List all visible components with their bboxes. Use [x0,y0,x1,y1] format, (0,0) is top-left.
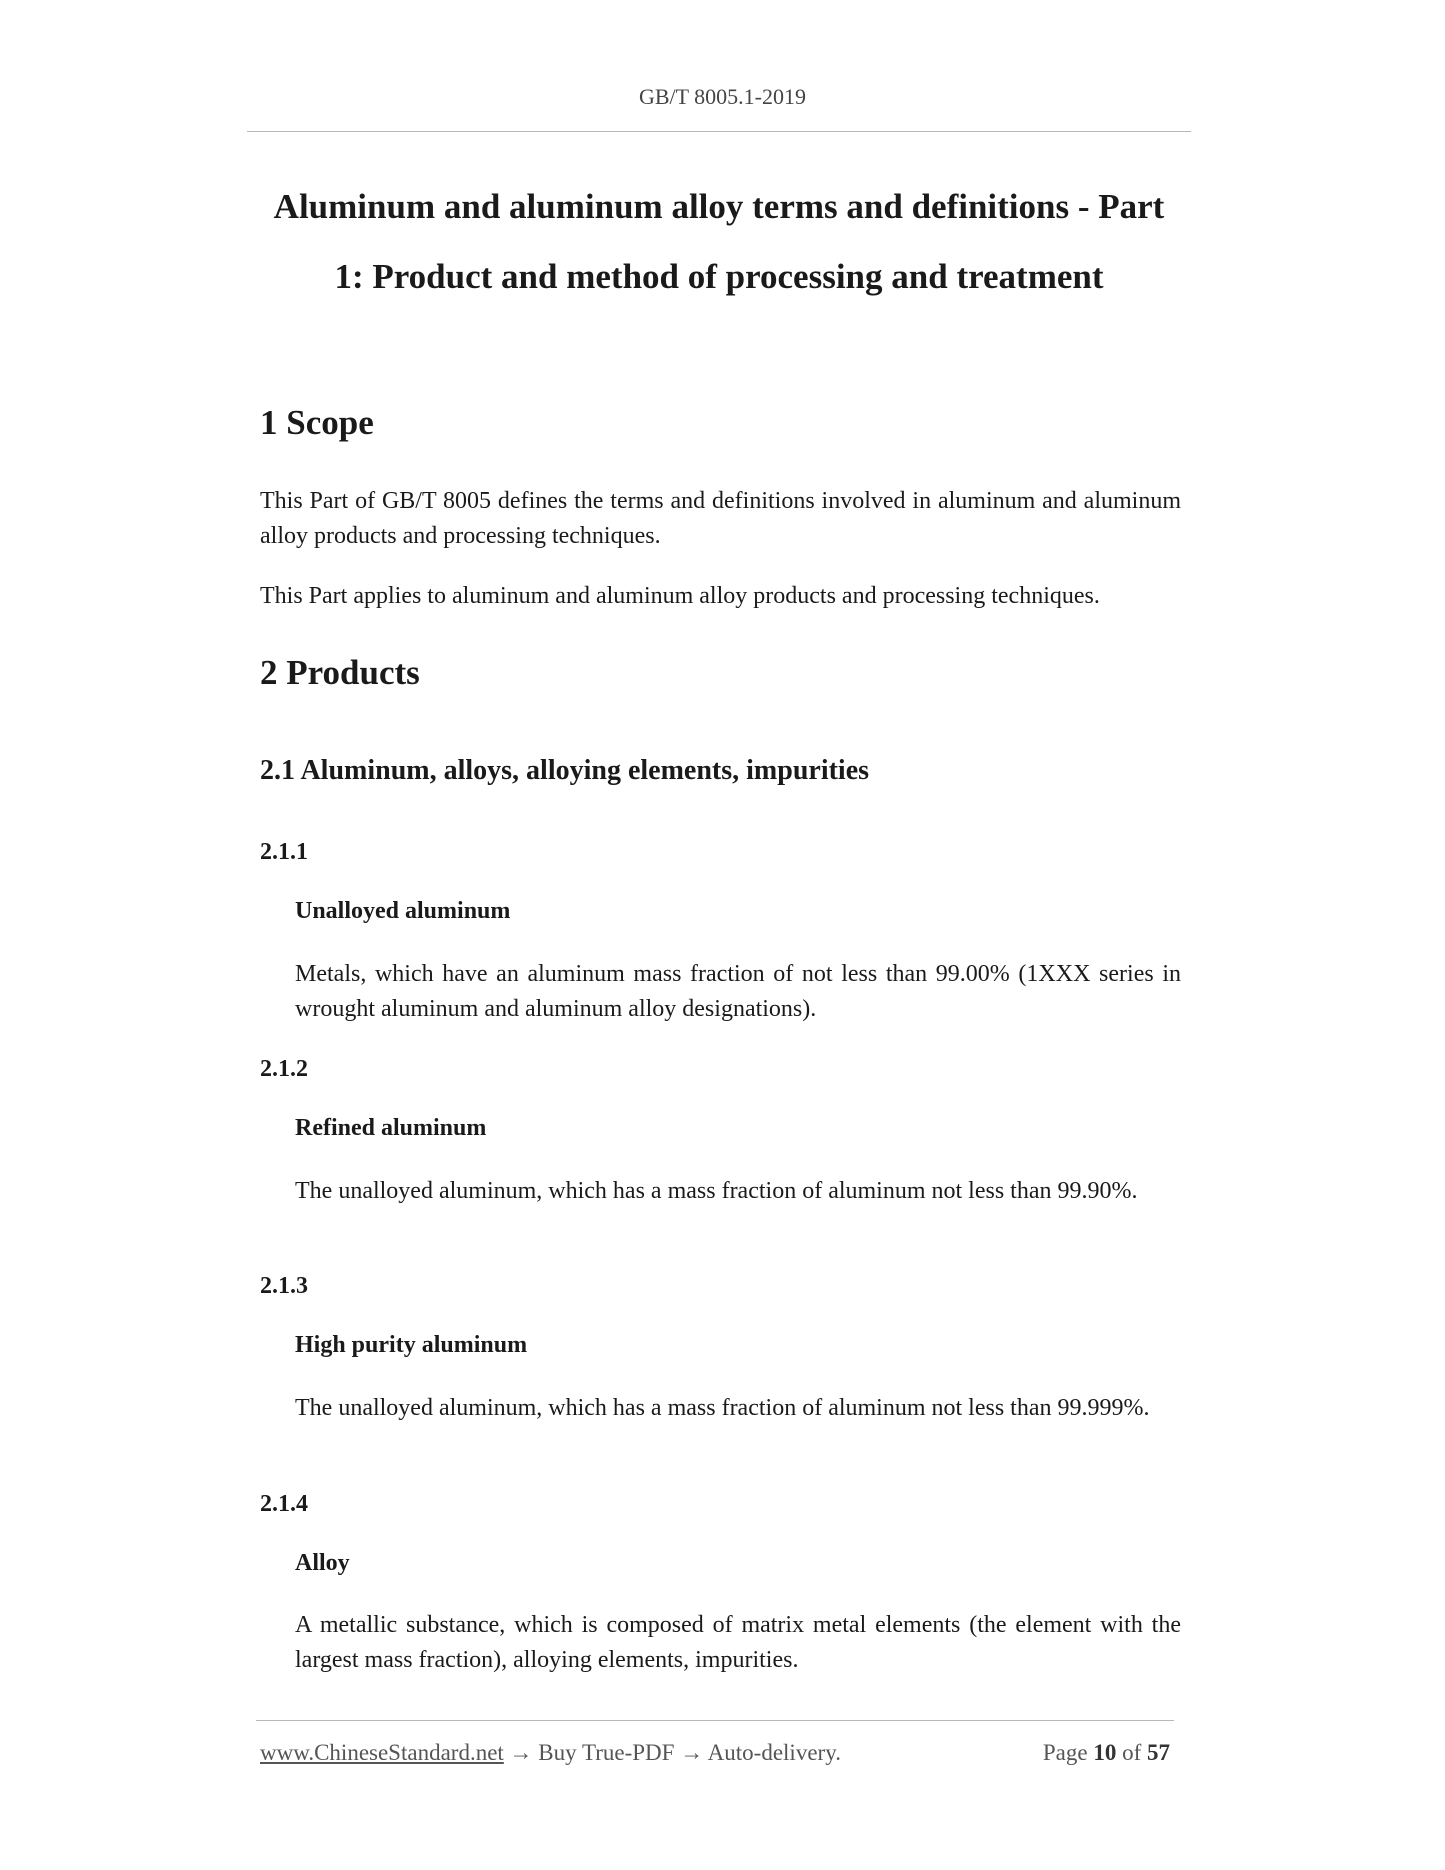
arrow-icon: → [509,1740,533,1765]
of-label: of [1122,1740,1142,1765]
page-footer [260,1740,1170,1766]
website-link[interactable]: www.ChineseStandard.net [260,1740,504,1765]
term-number: 2.1.3 [260,1273,308,1299]
page-current: 10 [1093,1740,1117,1765]
term-definition: The unalloyed aluminum, which has a mass fraction of aluminum not less than 99.999%. [295,1395,1150,1421]
buy-pdf-text: Buy True-PDF [538,1740,675,1765]
term-definition: A metallic substance, which is composed of matrix metal elements (the element with the largest mass fraction), alloying elements, impurities. [295,1612,1181,1673]
page-counter [1043,1740,1170,1766]
arrow-icon: → [680,1740,704,1765]
term-name: High purity aluminum [295,1332,528,1358]
subsection-heading: 2.1 Aluminum, alloys, alloying elements, impurities [260,755,870,786]
section-heading-scope: 1 Scope [260,403,374,442]
term-definition: The unalloyed aluminum, which has a mass fraction of aluminum not less than 99.90%. [295,1178,1138,1204]
scope-paragraph-1: This Part of GB/T 8005 defines the terms and definitions involved in aluminum and aluminum alloy products and processing techniques. [260,488,1181,549]
section-heading-products: 2 Products [260,653,420,692]
auto-delivery-text: Auto-delivery. [707,1740,841,1765]
term-name: Alloy [295,1550,350,1576]
term-number: 2.1.1 [260,839,308,865]
document-code-header: GB/T 8005.1-2019 [638,84,807,109]
term-definition: Metals, which have an aluminum mass fraction of not less than 99.00% (1XXX series in wrought aluminum and aluminum alloy designations). [295,961,1181,1022]
header-divider [247,131,1191,132]
scope-paragraph-2: This Part applies to aluminum and aluminum alloy products and processing techniques. [260,583,1100,609]
title-line-1: Aluminum and aluminum alloy terms and definitions - Part [273,187,1165,226]
term-number: 2.1.2 [260,1056,308,1082]
term-name: Refined aluminum [295,1115,487,1141]
page-label: Page [1042,1740,1088,1765]
footer-divider [256,1720,1174,1721]
page-total: 57 [1147,1740,1170,1765]
term-number: 2.1.4 [260,1491,308,1517]
title-line-2: 1: Product and method of processing and treatment [334,257,1104,296]
term-name: Unalloyed aluminum [295,898,511,924]
document-title [247,172,1191,312]
